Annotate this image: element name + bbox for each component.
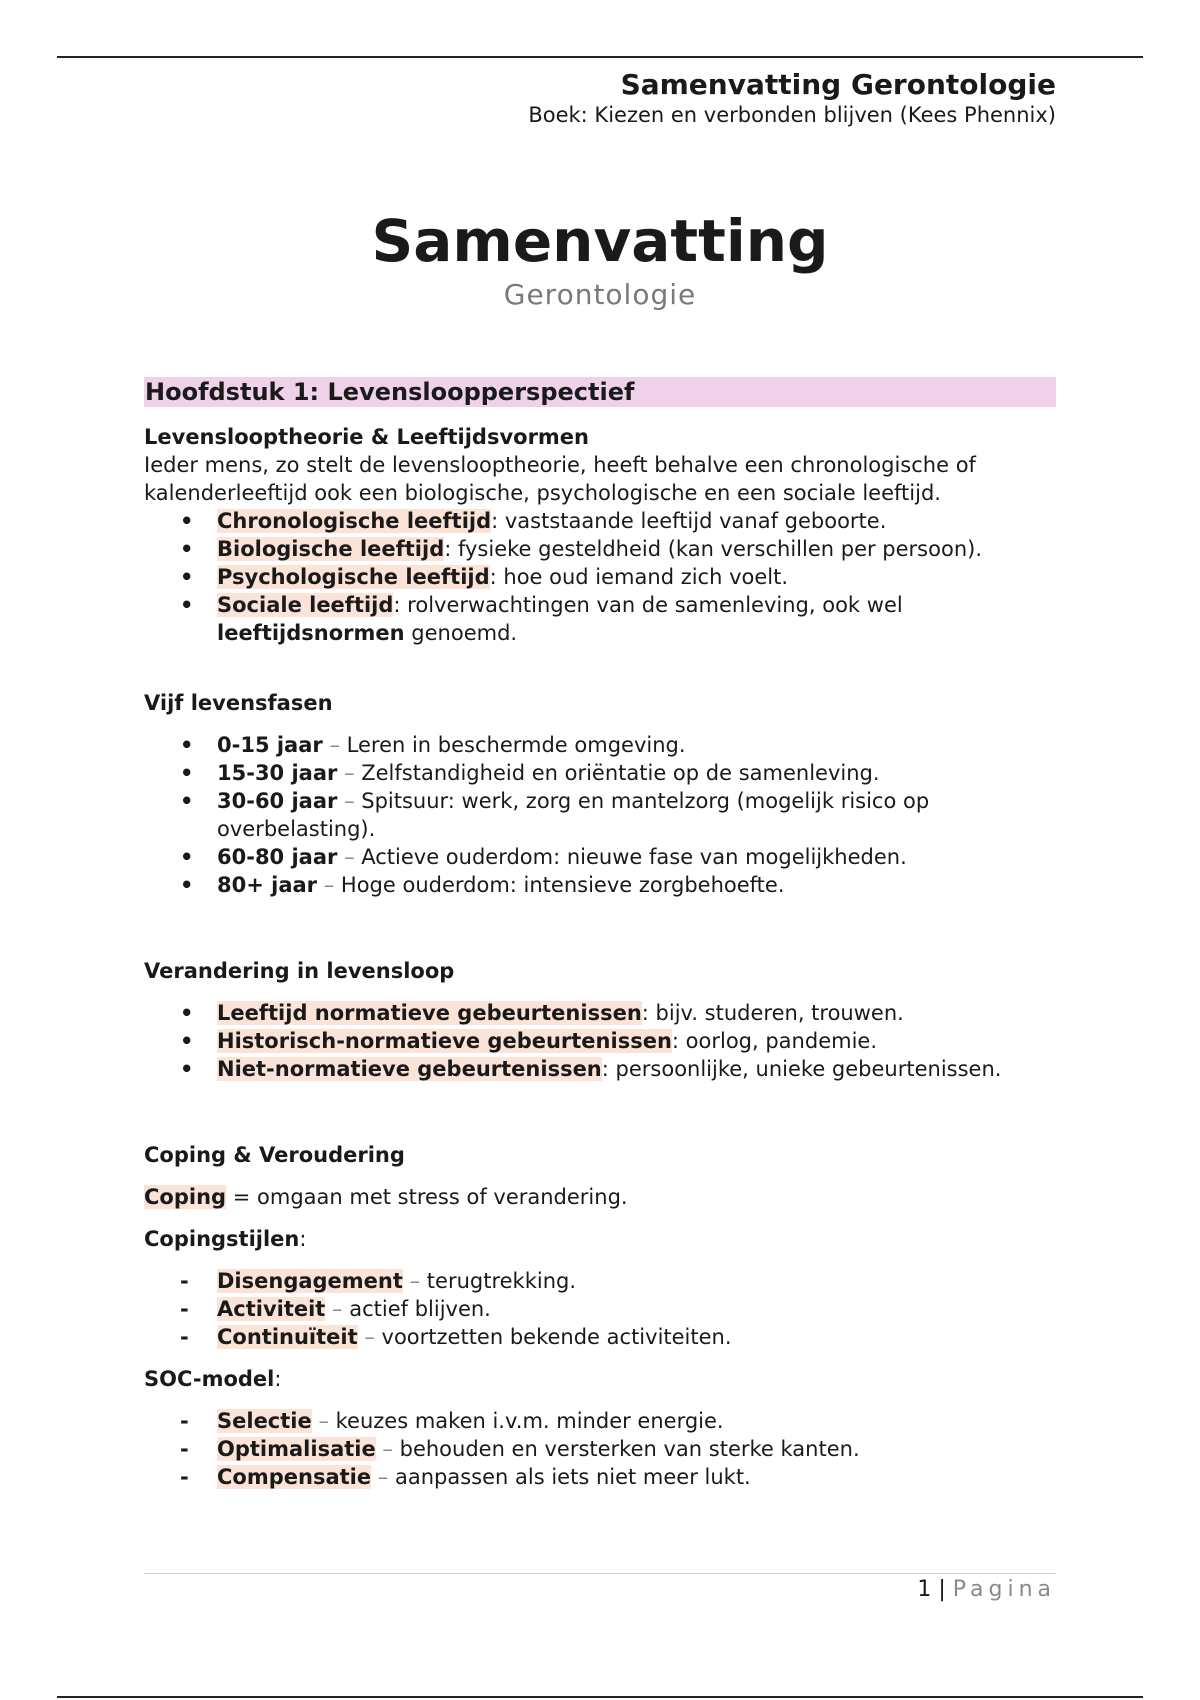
list-item <box>144 507 1056 535</box>
dash-separator: – <box>344 789 355 813</box>
page-separator: | <box>938 1577 946 1602</box>
page-number: 1 <box>917 1577 932 1602</box>
definition: = omgaan met stress of verandering. <box>226 1185 628 1209</box>
section-heading-verandering: Verandering in levensloop <box>144 959 455 983</box>
definition: Actieve ouderdom: nieuwe fase van mogelijkheden. <box>361 845 907 869</box>
page-label: Pagina <box>952 1577 1056 1602</box>
copingstijlen-label: Copingstijlen: <box>144 1227 307 1251</box>
levensloop-intro: Ieder mens, zo stelt de levenslooptheorie, heeft behalve een chronologische of kalenderleeftijd ook een biologische, psychologische en een sociale leeftijd. <box>144 453 976 505</box>
term: Optimalisatie <box>217 1437 376 1461</box>
bullet-icon: • <box>180 1029 194 1053</box>
list-item <box>144 1435 1056 1463</box>
bullet-icon: • <box>180 761 194 785</box>
definition: : hoe oud iemand zich voelt. <box>489 565 789 589</box>
section-heading-levensloop: Levenslooptheorie & Leeftijdsvormen <box>144 425 589 449</box>
dash-bullet-icon: - <box>180 1325 189 1349</box>
term: 80+ jaar <box>217 873 318 897</box>
dash-separator: – <box>409 1269 421 1293</box>
definition: Hoge ouderdom: intensieve zorgbehoefte. <box>340 873 785 897</box>
document-body <box>144 377 1056 1491</box>
chapter-heading: Hoofdstuk 1: Levensloopperspectief <box>144 377 1056 407</box>
dash-bullet-icon: - <box>180 1269 189 1293</box>
term: 60-80 jaar <box>217 845 338 869</box>
dash-separator: – <box>332 1297 343 1321</box>
definition: actief blijven. <box>349 1297 491 1321</box>
definition: voortzetten bekende activiteiten. <box>381 1325 732 1349</box>
list-item <box>144 1407 1056 1435</box>
list-item <box>144 787 1056 843</box>
soc-list <box>144 1407 1056 1491</box>
dash-separator: – <box>377 1465 389 1489</box>
term: Psychologische leeftijd <box>217 565 490 589</box>
list-item <box>144 591 1056 647</box>
bullet-icon: • <box>180 733 194 757</box>
copingstijlen-list <box>144 1267 1056 1351</box>
verandering-list <box>144 999 1056 1083</box>
definition: Leren in beschermde omgeving. <box>346 733 686 757</box>
term: Historisch-normatieve gebeurtenissen <box>217 1029 672 1053</box>
dash-separator: – <box>344 761 355 785</box>
definition: : oorlog, pandemie. <box>671 1029 877 1053</box>
list-item <box>144 535 1056 563</box>
definition: keuzes maken i.v.m. minder energie. <box>335 1409 724 1433</box>
list-item <box>144 731 1056 759</box>
definition: : bijv. studeren, trouwen. <box>641 1001 904 1025</box>
term-secondary: leeftijdsnormen <box>217 621 405 645</box>
list-item <box>144 759 1056 787</box>
term: Disengagement <box>217 1269 403 1293</box>
list-item <box>144 1267 1056 1295</box>
term: Coping <box>144 1185 227 1209</box>
header-title: Samenvatting Gerontologie <box>620 68 1056 101</box>
page-footer <box>917 1576 1056 1604</box>
dash-separator: – <box>364 1325 375 1349</box>
coping-definition <box>144 1183 1056 1211</box>
definition: Spitsuur: werk, zorg en mantelzorg (mogelijk risico op overbelasting). <box>217 789 930 841</box>
bullet-icon: • <box>180 593 194 617</box>
definition: Zelfstandigheid en oriëntatie op de samenleving. <box>361 761 880 785</box>
dash-separator: – <box>344 845 355 869</box>
list-item <box>144 1463 1056 1491</box>
bullet-icon: • <box>180 1057 194 1081</box>
definition: : persoonlijke, unieke gebeurtenissen. <box>601 1057 1002 1081</box>
dash-separator: – <box>382 1437 393 1461</box>
term: Continuïteit <box>217 1325 358 1349</box>
main-title: Samenvatting <box>371 207 829 275</box>
list-item <box>144 563 1056 591</box>
section-heading-coping: Coping & Veroudering <box>144 1143 405 1167</box>
dash-separator: – <box>318 1409 329 1433</box>
dash-bullet-icon: - <box>180 1437 189 1461</box>
list-item <box>144 1323 1056 1351</box>
term: Leeftijd normatieve gebeurtenissen <box>217 1001 642 1025</box>
dash-bullet-icon: - <box>180 1297 189 1321</box>
definition: aanpassen als iets niet meer lukt. <box>394 1465 751 1489</box>
dash-bullet-icon: - <box>180 1465 189 1489</box>
definition: : vaststaande leeftijd vanaf geboorte. <box>491 509 887 533</box>
term: Chronologische leeftijd <box>217 509 492 533</box>
soc-label: SOC-model: <box>144 1367 282 1391</box>
dash-bullet-icon: - <box>180 1409 189 1433</box>
term: Activiteit <box>217 1297 326 1321</box>
leeftijd-list <box>144 507 1056 647</box>
bullet-icon: • <box>180 565 194 589</box>
bullet-icon: • <box>180 845 194 869</box>
dash-separator: – <box>329 733 340 757</box>
bottom-rule <box>57 1696 1143 1698</box>
term: Selectie <box>217 1409 312 1433</box>
bullet-icon: • <box>180 537 194 561</box>
section-heading-fasen: Vijf levensfasen <box>144 691 333 715</box>
list-item <box>144 1027 1056 1055</box>
list-item <box>144 1295 1056 1323</box>
label: SOC-model <box>144 1367 275 1391</box>
term: 0-15 jaar <box>217 733 323 757</box>
term: Sociale leeftijd <box>217 593 394 617</box>
bullet-icon: • <box>180 873 194 897</box>
definition: terugtrekking. <box>426 1269 577 1293</box>
list-item <box>144 999 1056 1027</box>
list-item <box>144 1055 1056 1083</box>
term: 15-30 jaar <box>217 761 338 785</box>
term: 30-60 jaar <box>217 789 338 813</box>
list-item <box>144 843 1056 871</box>
bullet-icon: • <box>180 509 194 533</box>
term: Compensatie <box>217 1465 372 1489</box>
title-block <box>0 205 1200 313</box>
dash-separator: – <box>323 873 335 897</box>
fasen-list <box>144 731 1056 899</box>
list-item <box>144 871 1056 899</box>
label: Copingstijlen <box>144 1227 300 1251</box>
definition: : rolverwachtingen van de samenleving, ook wel <box>393 593 903 617</box>
definition-tail: genoemd. <box>404 621 518 645</box>
bullet-icon: • <box>180 1001 194 1025</box>
definition: : fysieke gesteldheid (kan verschillen per persoon). <box>444 537 983 561</box>
subtitle: Gerontologie <box>503 278 697 311</box>
term: Niet-normatieve gebeurtenissen <box>217 1057 602 1081</box>
term: Biologische leeftijd <box>217 537 445 561</box>
header-book: Boek: Kiezen en verbonden blijven (Kees Phennix) <box>528 103 1056 127</box>
definition: behouden en versterken van sterke kanten. <box>399 1437 860 1461</box>
page-header <box>528 68 1056 128</box>
top-rule <box>57 56 1143 58</box>
bullet-icon: • <box>180 789 194 813</box>
footer-rule <box>144 1573 1056 1574</box>
